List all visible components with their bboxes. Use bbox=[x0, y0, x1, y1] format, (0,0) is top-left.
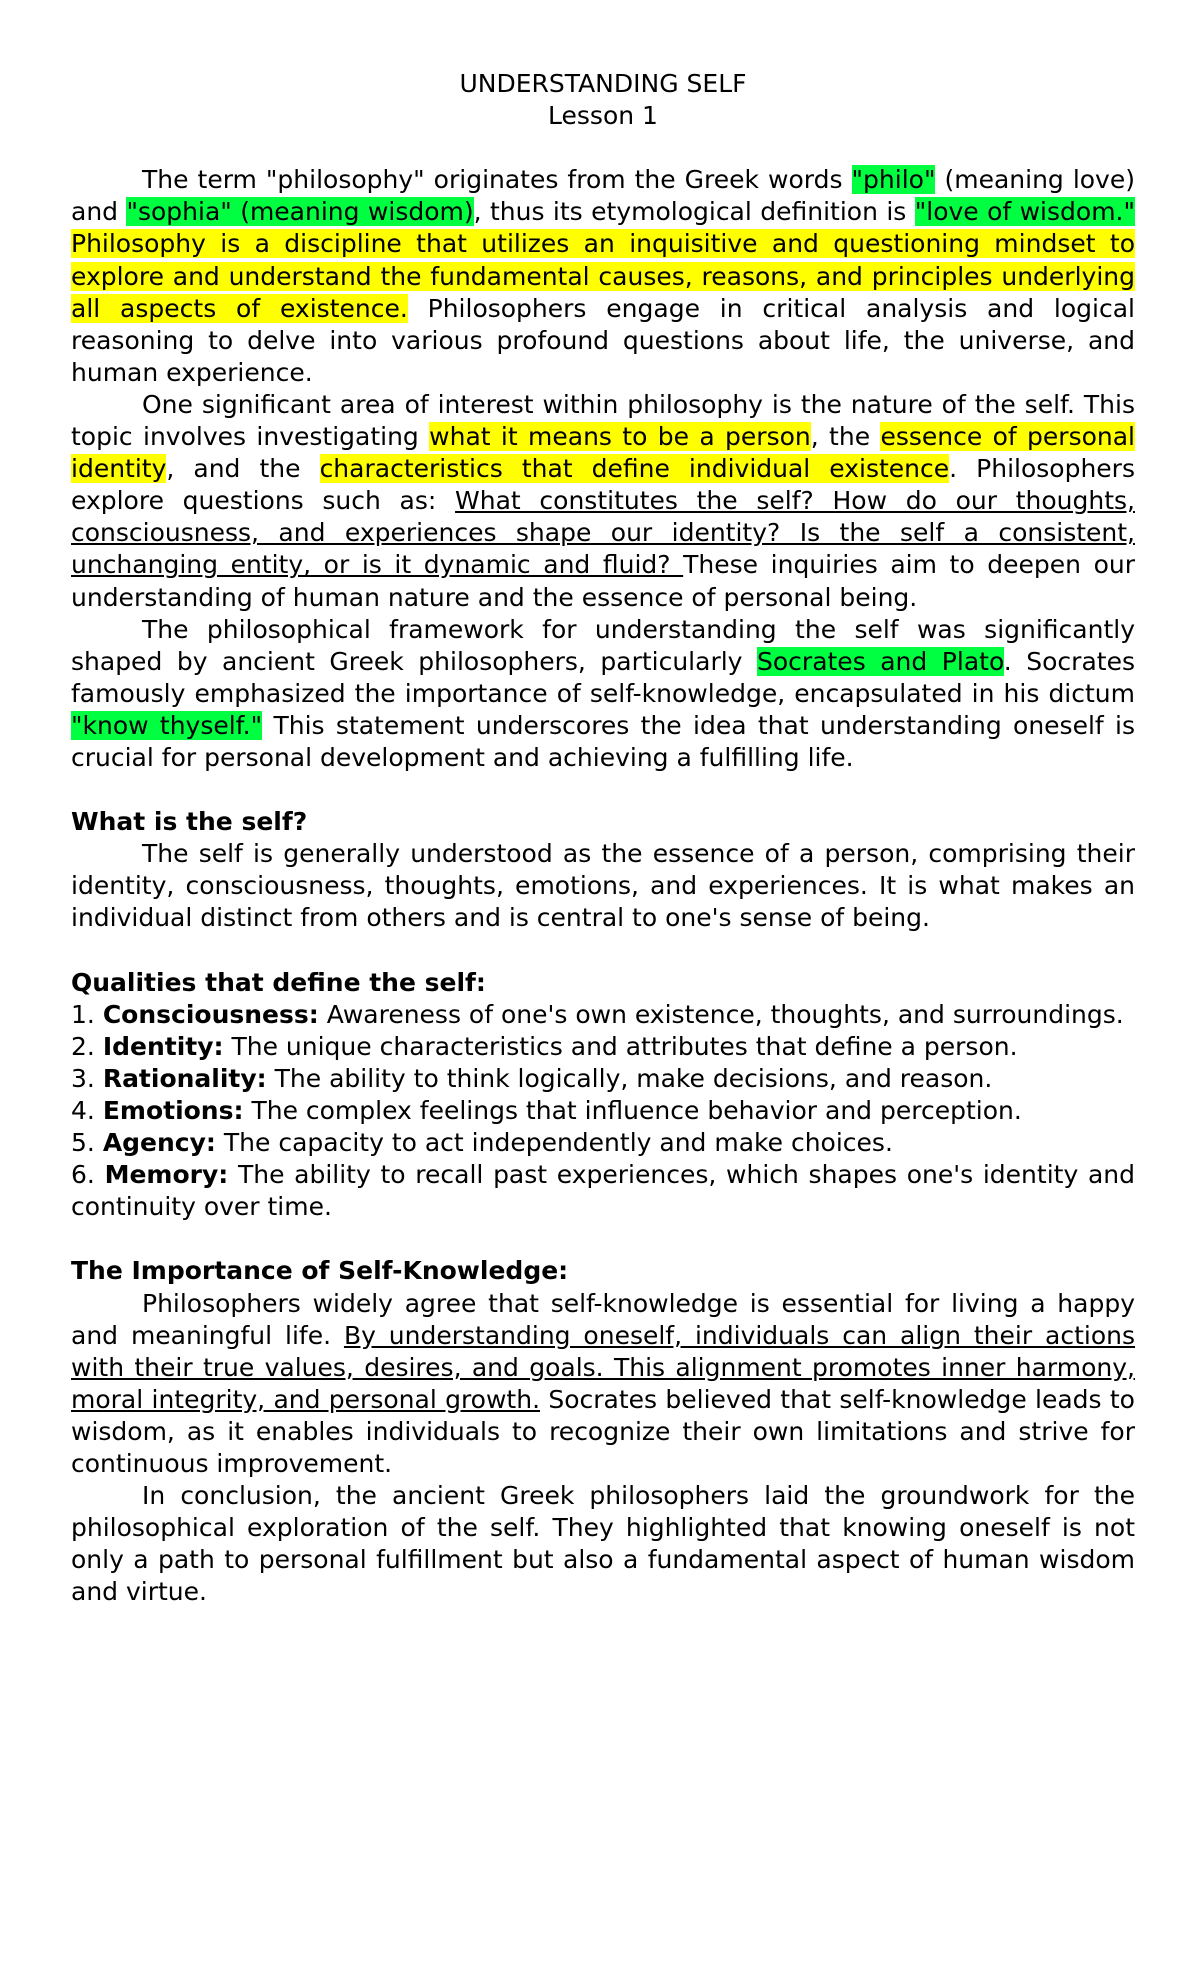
spacer bbox=[71, 1223, 1135, 1255]
underlined-questions: What constitutes the self? How do our thoughts, consciousness, and experiences shape our identity? Is the self a consistent, unchanging entity, or is it dynamic and fluid? bbox=[71, 486, 1135, 580]
section-heading-what-is-self: What is the self? bbox=[71, 807, 308, 837]
list-item: 1. Consciousness: Awareness of one's own existence, thoughts, and surroundings. bbox=[71, 999, 1124, 1029]
intro-paragraph-2: One significant area of interest within philosophy is the nature of the self. This topic involves investigating what it means to be a person, the essence of personal identity, and the characteristics that define individual existence. Philosophers explore questions such as: What constitutes the self? How do our thoughts, consciousness, and experiences shape our identity? Is the self a consistent, unchanging entity, or is it dynamic and fluid? These inquiries aim to deepen our understanding of human nature and the essence of personal being. bbox=[71, 389, 1136, 612]
highlight-individual-existence: characteristics that define individual existence bbox=[319, 454, 950, 484]
spacer bbox=[71, 132, 1135, 164]
highlight-know-thyself: "know thyself." bbox=[71, 710, 263, 740]
highlight-love-of-wisdom: "love of wisdom." bbox=[914, 197, 1135, 227]
highlight-philo: "philo" bbox=[851, 165, 936, 195]
intro-paragraph-1: The term "philosophy" originates from the Greek words "philo" (meaning love) and "sophia" (meaning wisdom), thus its etymological definition is "love of wisdom." Philosophy is a discipline that utilizes an inquisitive and questioning mindset to explore and understand the fundamental causes, reasons, and principles underlying all aspects of existence. Philosophers engage in critical analysis and logical reasoning to delve into various profound questions about life, the universe, and human experience. bbox=[71, 165, 1135, 387]
highlight-sophia: "sophia" (meaning wisdom) bbox=[126, 197, 474, 227]
underlined-alignment-text: By understanding oneself, individuals can align their actions with their true values, desires, and goals. This alignment promotes inner harmony, moral integrity, and personal growth. bbox=[71, 1320, 1136, 1414]
list-item: 3. Rationality: The ability to think logically, make decisions, and reason. bbox=[71, 1063, 993, 1093]
document-page bbox=[71, 68, 1135, 1609]
importance-paragraph-1: Philosophers widely agree that self-knowledge is essential for living a happy and meaningful life. By understanding oneself, individuals can align their actions with their true values, desires, and goals. This alignment promotes inner harmony, moral integrity, and personal growth. Socrates believed that self-knowledge leads to wisdom, as it enables individuals to recognize their own limitations and strive for continuous improvement. bbox=[71, 1288, 1136, 1479]
section-heading-qualities: Qualities that define the self: bbox=[71, 967, 486, 997]
highlight-personal-identity: essence of personal identity bbox=[71, 422, 1136, 484]
highlight-philosophy-definition: Philosophy is a discipline that utilizes an inquisitive and questioning mindset to explore and understand the fundamental causes, reasons, and principles underlying all aspects of existence. bbox=[71, 229, 1135, 323]
lesson-subtitle: Lesson 1 bbox=[548, 101, 658, 131]
spacer bbox=[71, 935, 1135, 967]
highlight-what-it-means: what it means to be a person bbox=[429, 422, 811, 452]
section-heading-importance: The Importance of Self-Knowledge: bbox=[71, 1256, 569, 1286]
list-item: 6. Memory: The ability to recall past experiences, which shapes one's identity and continuity over time. bbox=[71, 1160, 1135, 1222]
list-item: 2. Identity: The unique characteristics and attributes that define a person. bbox=[71, 1031, 1018, 1061]
highlight-socrates-plato: Socrates and Plato bbox=[757, 646, 1004, 676]
conclusion-paragraph: In conclusion, the ancient Greek philosophers laid the groundwork for the philosophical exploration of the self. They highlighted that knowing oneself is not only a path to personal fulfillment but also a fundamental aspect of human wisdom and virtue. bbox=[71, 1481, 1135, 1607]
list-item: 5. Agency: The capacity to act independently and make choices. bbox=[71, 1128, 893, 1158]
spacer bbox=[71, 774, 1135, 806]
intro-paragraph-3: The philosophical framework for understanding the self was significantly shaped by ancient Greek philosophers, particularly Socrates and Plato. Socrates famously emphasized the importance of self-knowledge, encapsulated in his dictum "know thyself." This statement underscores the idea that understanding oneself is crucial for personal development and achieving a fulfilling life. bbox=[71, 614, 1136, 772]
list-item: 4. Emotions: The complex feelings that influence behavior and perception. bbox=[71, 1096, 1022, 1125]
what-is-self-paragraph: The self is generally understood as the essence of a person, comprising their identity, consciousness, thoughts, emotions, and experiences. It is what makes an individual distinct from others and is central to one's sense of being. bbox=[71, 839, 1135, 933]
document-title: UNDERSTANDING SELF bbox=[459, 69, 747, 98]
